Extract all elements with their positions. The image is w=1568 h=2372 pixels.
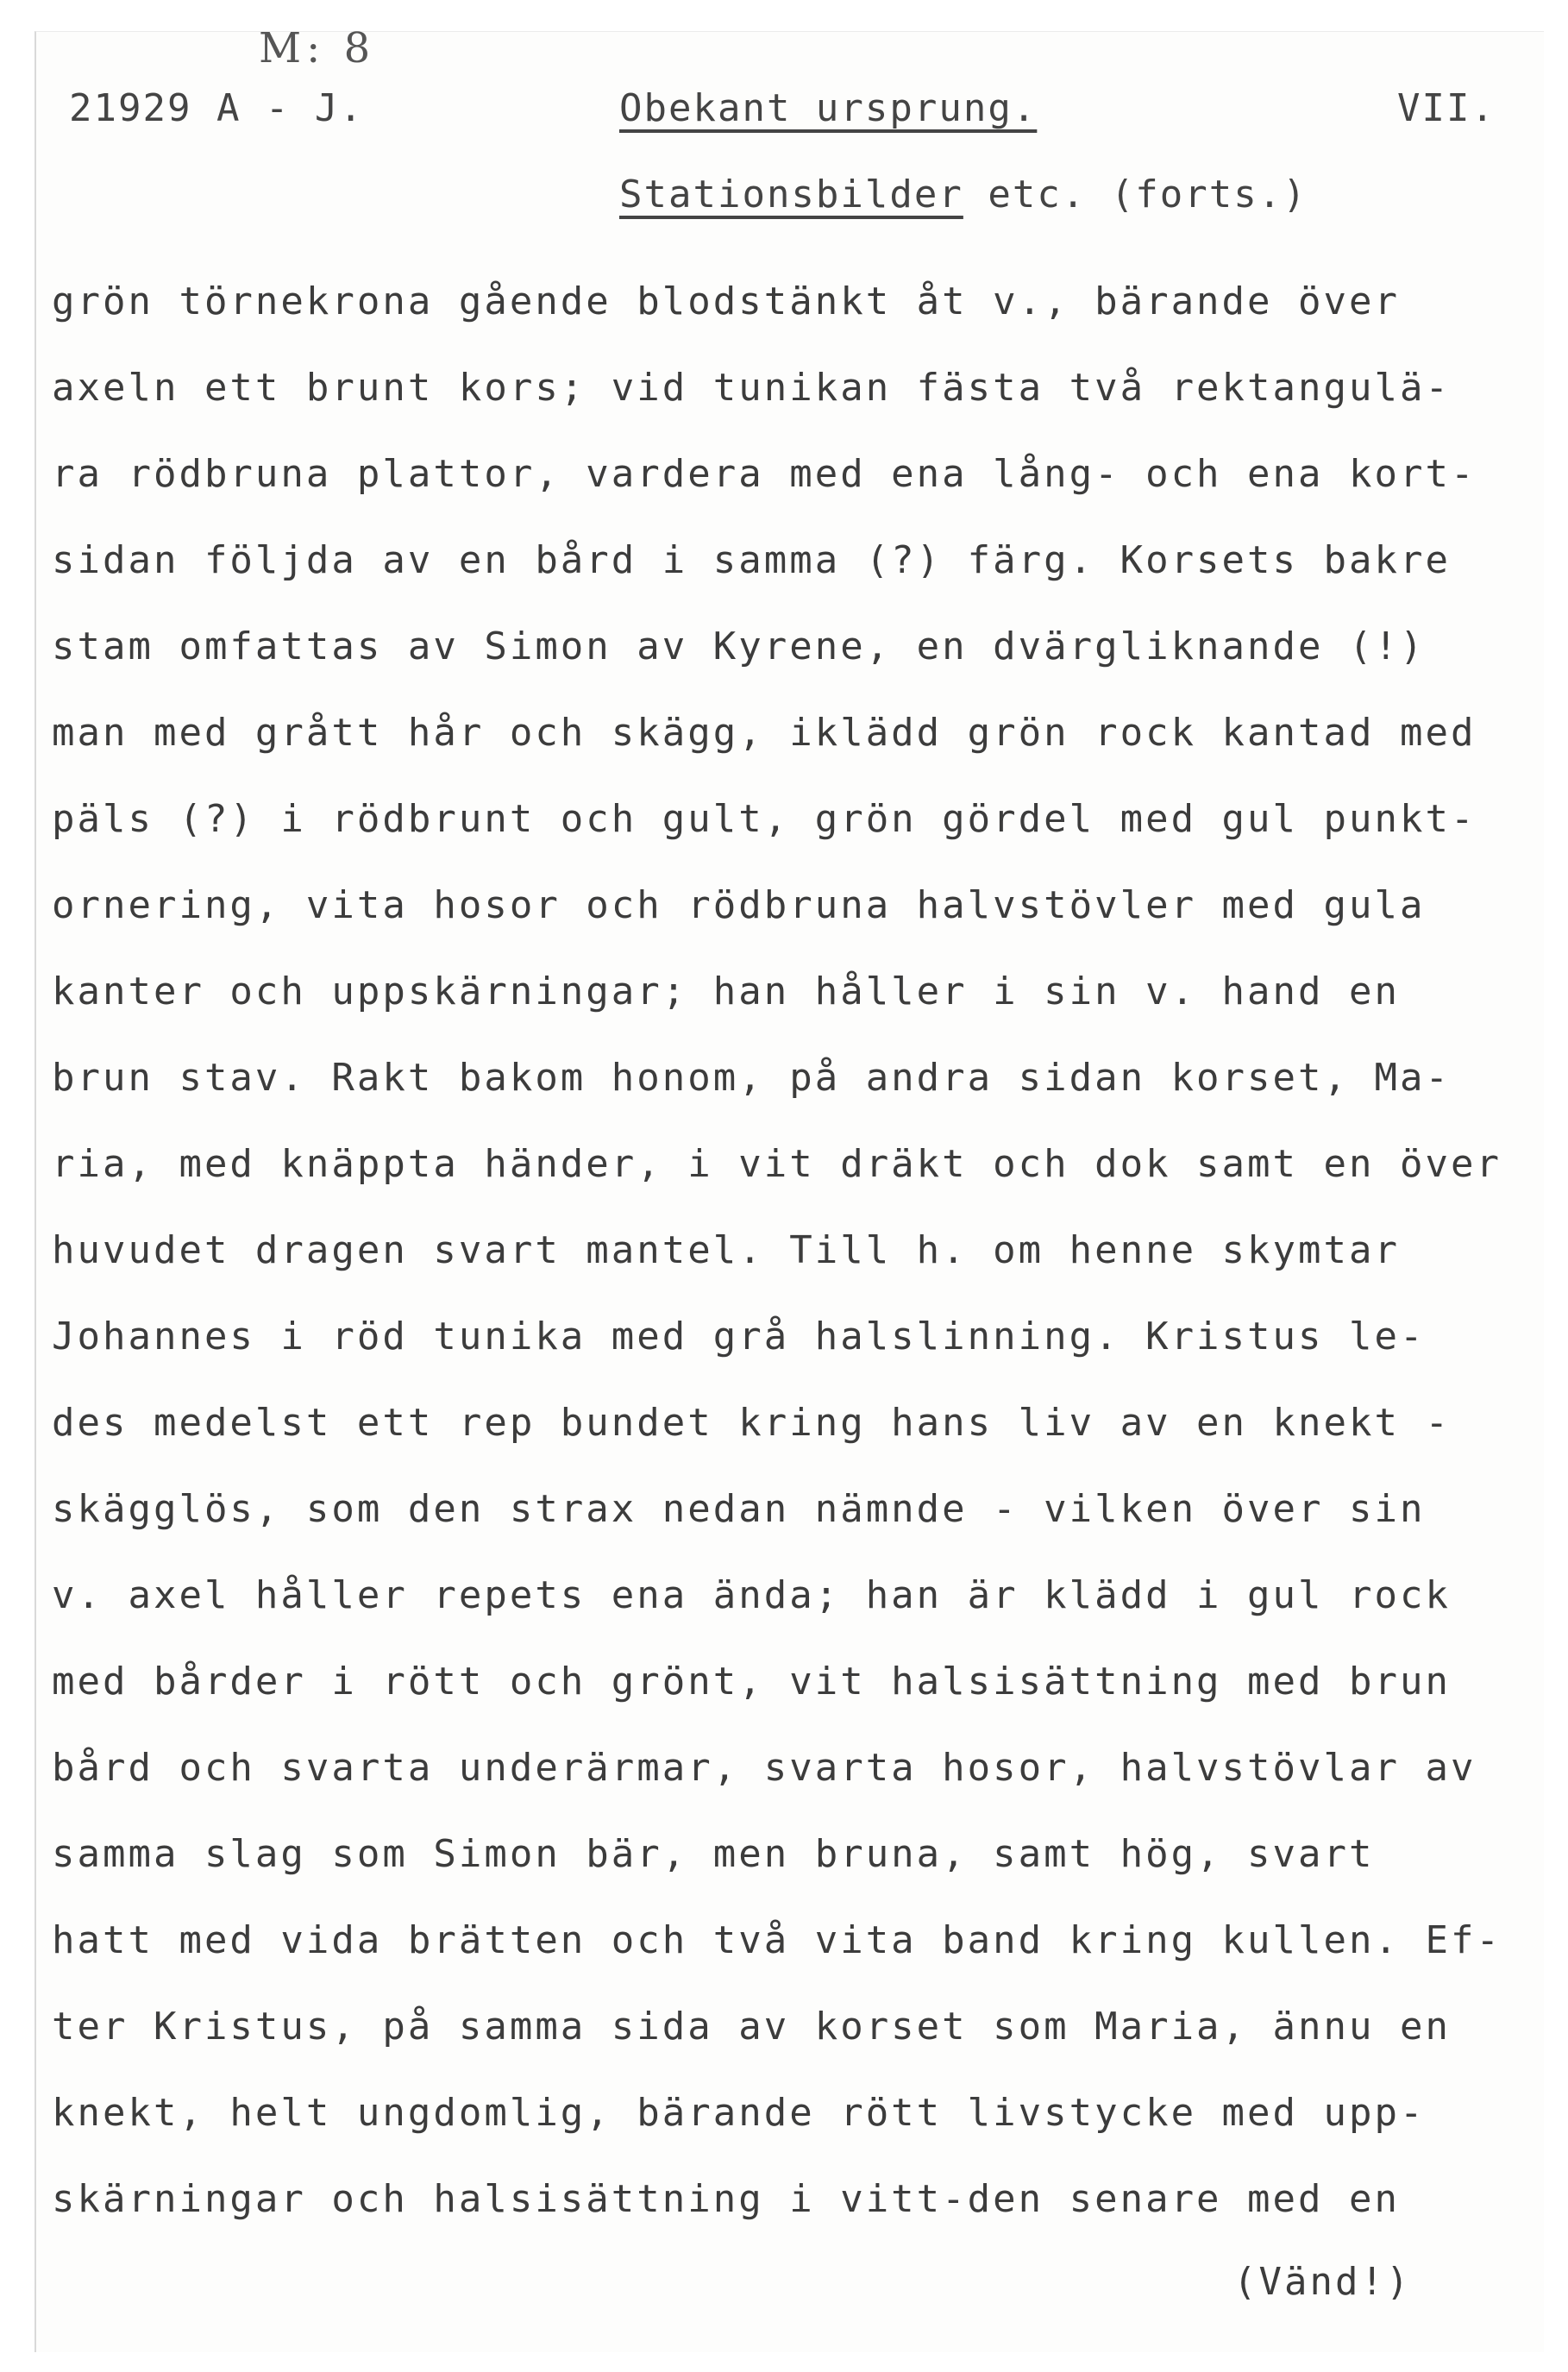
text-line: kanter och uppskärningar; han håller i sin v. hand en	[52, 970, 1400, 1013]
text-line: man med grått hår och skägg, iklädd grön rock kantad med	[52, 711, 1477, 755]
text-line: skärningar och halsisättning i vitt-den senare med en	[52, 2177, 1400, 2221]
text-line: stam omfattas av Simon av Kyrene, en dvärgliknande (!)	[52, 624, 1426, 668]
text-line: skägglös, som den strax nedan nämnde - vilken över sin	[52, 1487, 1426, 1531]
text-line: samma slag som Simon bär, men bruna, samt hög, svart	[52, 1832, 1375, 1876]
text-line: ter Kristus, på samma sida av korset som Maria, ännu en	[52, 2005, 1451, 2049]
card-title: Obekant ursprung.	[619, 86, 1038, 130]
text-line: Johannes i röd tunika med grå halslinning. Kristus le-	[52, 1315, 1426, 1359]
section-number: VII.	[1397, 86, 1496, 130]
text-line: sidan följda av en bård i samma (?) färg. Korsets bakre	[52, 538, 1451, 582]
text-line: v. axel håller repets ena ända; han är klädd i gul rock	[52, 1573, 1451, 1617]
catalog-number: 21929 A - J.	[69, 86, 364, 130]
card-subtitle	[619, 173, 1308, 216]
text-line: bård och svarta underärmar, svarta hosor, halvstövlar av	[52, 1746, 1477, 1790]
subtitle-rest: etc. (forts.)	[963, 173, 1308, 216]
text-line: päls (?) i rödbrunt och gult, grön gördel med gul punkt-	[52, 797, 1477, 841]
text-line: axeln ett brunt kors; vid tunikan fästa två rektangulä-	[52, 366, 1451, 410]
subtitle-underlined: Stationsbilder	[619, 173, 963, 216]
text-line: ria, med knäppta händer, i vit dräkt och dok samt en över	[52, 1142, 1502, 1186]
text-line: ornering, vita hosor och rödbruna halvstövler med gula	[52, 883, 1426, 927]
text-line: des medelst ett rep bundet kring hans liv av en knekt -	[52, 1401, 1451, 1445]
text-line: huvudet dragen svart mantel. Till h. om henne skymtar	[52, 1228, 1400, 1272]
text-line: grön törnekrona gående blodstänkt åt v., bärande över	[52, 279, 1400, 323]
text-line: hatt med vida brätten och två vita band kring kullen. Ef-	[52, 1918, 1502, 1962]
text-line: brun stav. Rakt bakom honom, på andra sidan korset, Ma-	[52, 1056, 1451, 1100]
text-line: ra rödbruna plattor, vardera med ena lång- och ena kort-	[52, 452, 1477, 496]
card-body	[52, 259, 1535, 2243]
handwritten-mark: M: 8	[259, 24, 376, 72]
text-line: med bårder i rött och grönt, vit halsisättning med brun	[52, 1660, 1451, 1704]
turn-note: (Vänd!)	[1233, 2260, 1412, 2304]
text-line: knekt, helt ungdomlig, bärande rött livstycke med upp-	[52, 2091, 1426, 2135]
